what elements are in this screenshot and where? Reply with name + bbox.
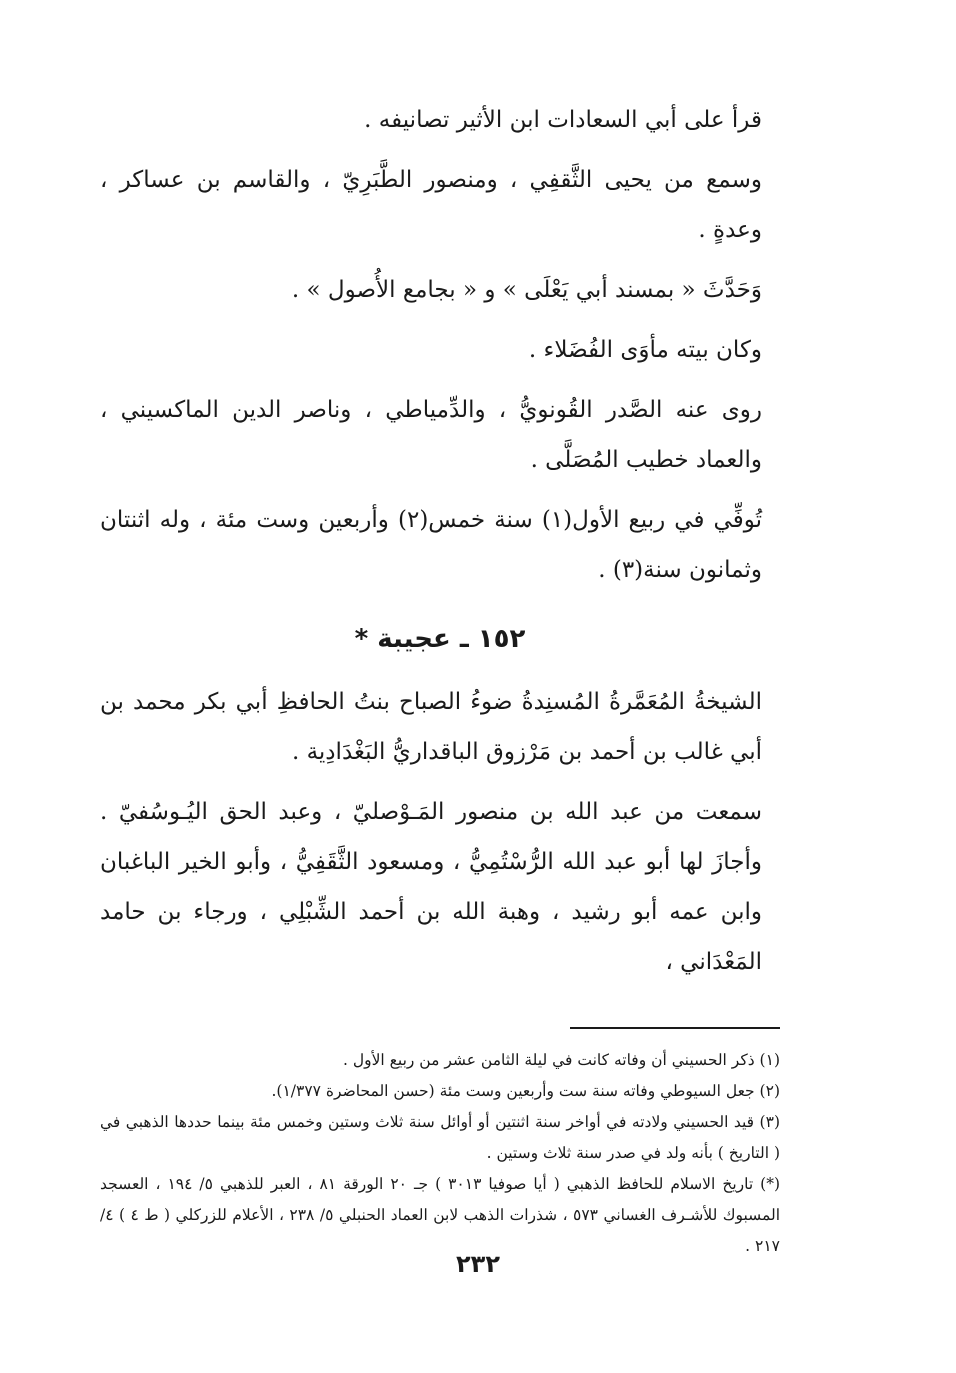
- paragraph-house: وكان بيته مأوَى الفُضَلاء .: [528, 337, 762, 363]
- paragraph-death: تُوفِّي في ربيع الأول(١) سنة خمس(٢) وأربعين وست مئة ، وله اثنتان وثمانون سنة(٣) .: [100, 507, 762, 583]
- footnote-1: (١) ذكر الحسيني أن وفاته كانت في ليلة الثامن عشر من ربيع الأول .: [342, 1051, 780, 1069]
- paragraph-entry-teachers: سمعت من عبد الله بن منصور المَـوْصليّ ، وعبد الحق اليُـوسُفيّ . وأجازَ لها أبو عبد الله الرُّسْتُمِيُّ ، ومسعود الثَّقَفِيُّ ، وأبو الخير الباغبان وابن عمه أبو رشيد ، وهبة الله بن أحمد الشِّبْلِي ، ورجاء بن حامد المَعْدَاني ،: [100, 799, 762, 975]
- paragraph-students: روى عنه الصَّدر القُونويُّ ، والدِّمياطي ، وناصر الدين الماكسيني ، والعماد خطيب المُصَلَّى .: [100, 397, 762, 473]
- footnote-3: (٣) قيد الحسيني ولادته في أواخر سنة اثنتين أو أوائل سنة ثلاث وستين وخمس مئة بينما حددها الذهبي في ( التاريخ ) بأنه ولد في صدر سنة ثلاث وستين .: [100, 1113, 780, 1162]
- footnote-2: (٢) جعل السيوطي وفاته سنة ست وأربعين وست مئة (حسن المحاضرة ١/٣٧٧).: [271, 1082, 780, 1100]
- footnote-divider: [570, 1027, 780, 1029]
- footnote-sources: (*) تاريخ الاسلام للحافظ الذهبي ( أيا صوفيا ٣٠١٣ ) جـ ٢٠ الورقة ٨١ ، العبر للذهبي ٥/ ١٩٤ ، العسجد المسبوك للأشـرف الغساني ٥٧٣ ، شذرات الذهب لابن العماد الحنبلي ٥/ ٢٣٨ ، الأعلام للزركلي ( ط ٤ ) ٤/ ٢١٧ .: [100, 1175, 781, 1255]
- paragraph-narrated: وَحَدَّثَ « بمسند أبي يَعْلَى » و « بجامع الأُصول » .: [291, 277, 762, 303]
- paragraph-entry-name: الشيخةُ المُعَمَّرةُ المُسنِدةُ ضوءُ الصباح بنتُ الحافظِ أبي بكر محمد بن أبي غالب بن أحمد بن مَرْزوق الباقداريُّ البَغْدَادِية .: [100, 689, 762, 765]
- paragraph-works: قرأ على أبي السعادات ابن الأثير تصانيفه .: [364, 107, 762, 133]
- page-number: ٢٣٢: [456, 1250, 500, 1278]
- page-body: [100, 95, 780, 1262]
- paragraph-teachers: وسمع من يحيى الثَّقفِي ، ومنصور الطَّبَرِيّ ، والقاسم بن عساكر ، وعدةٍ .: [100, 167, 762, 243]
- entry-heading: ١٥٢ ـ عجيبة *: [354, 624, 526, 654]
